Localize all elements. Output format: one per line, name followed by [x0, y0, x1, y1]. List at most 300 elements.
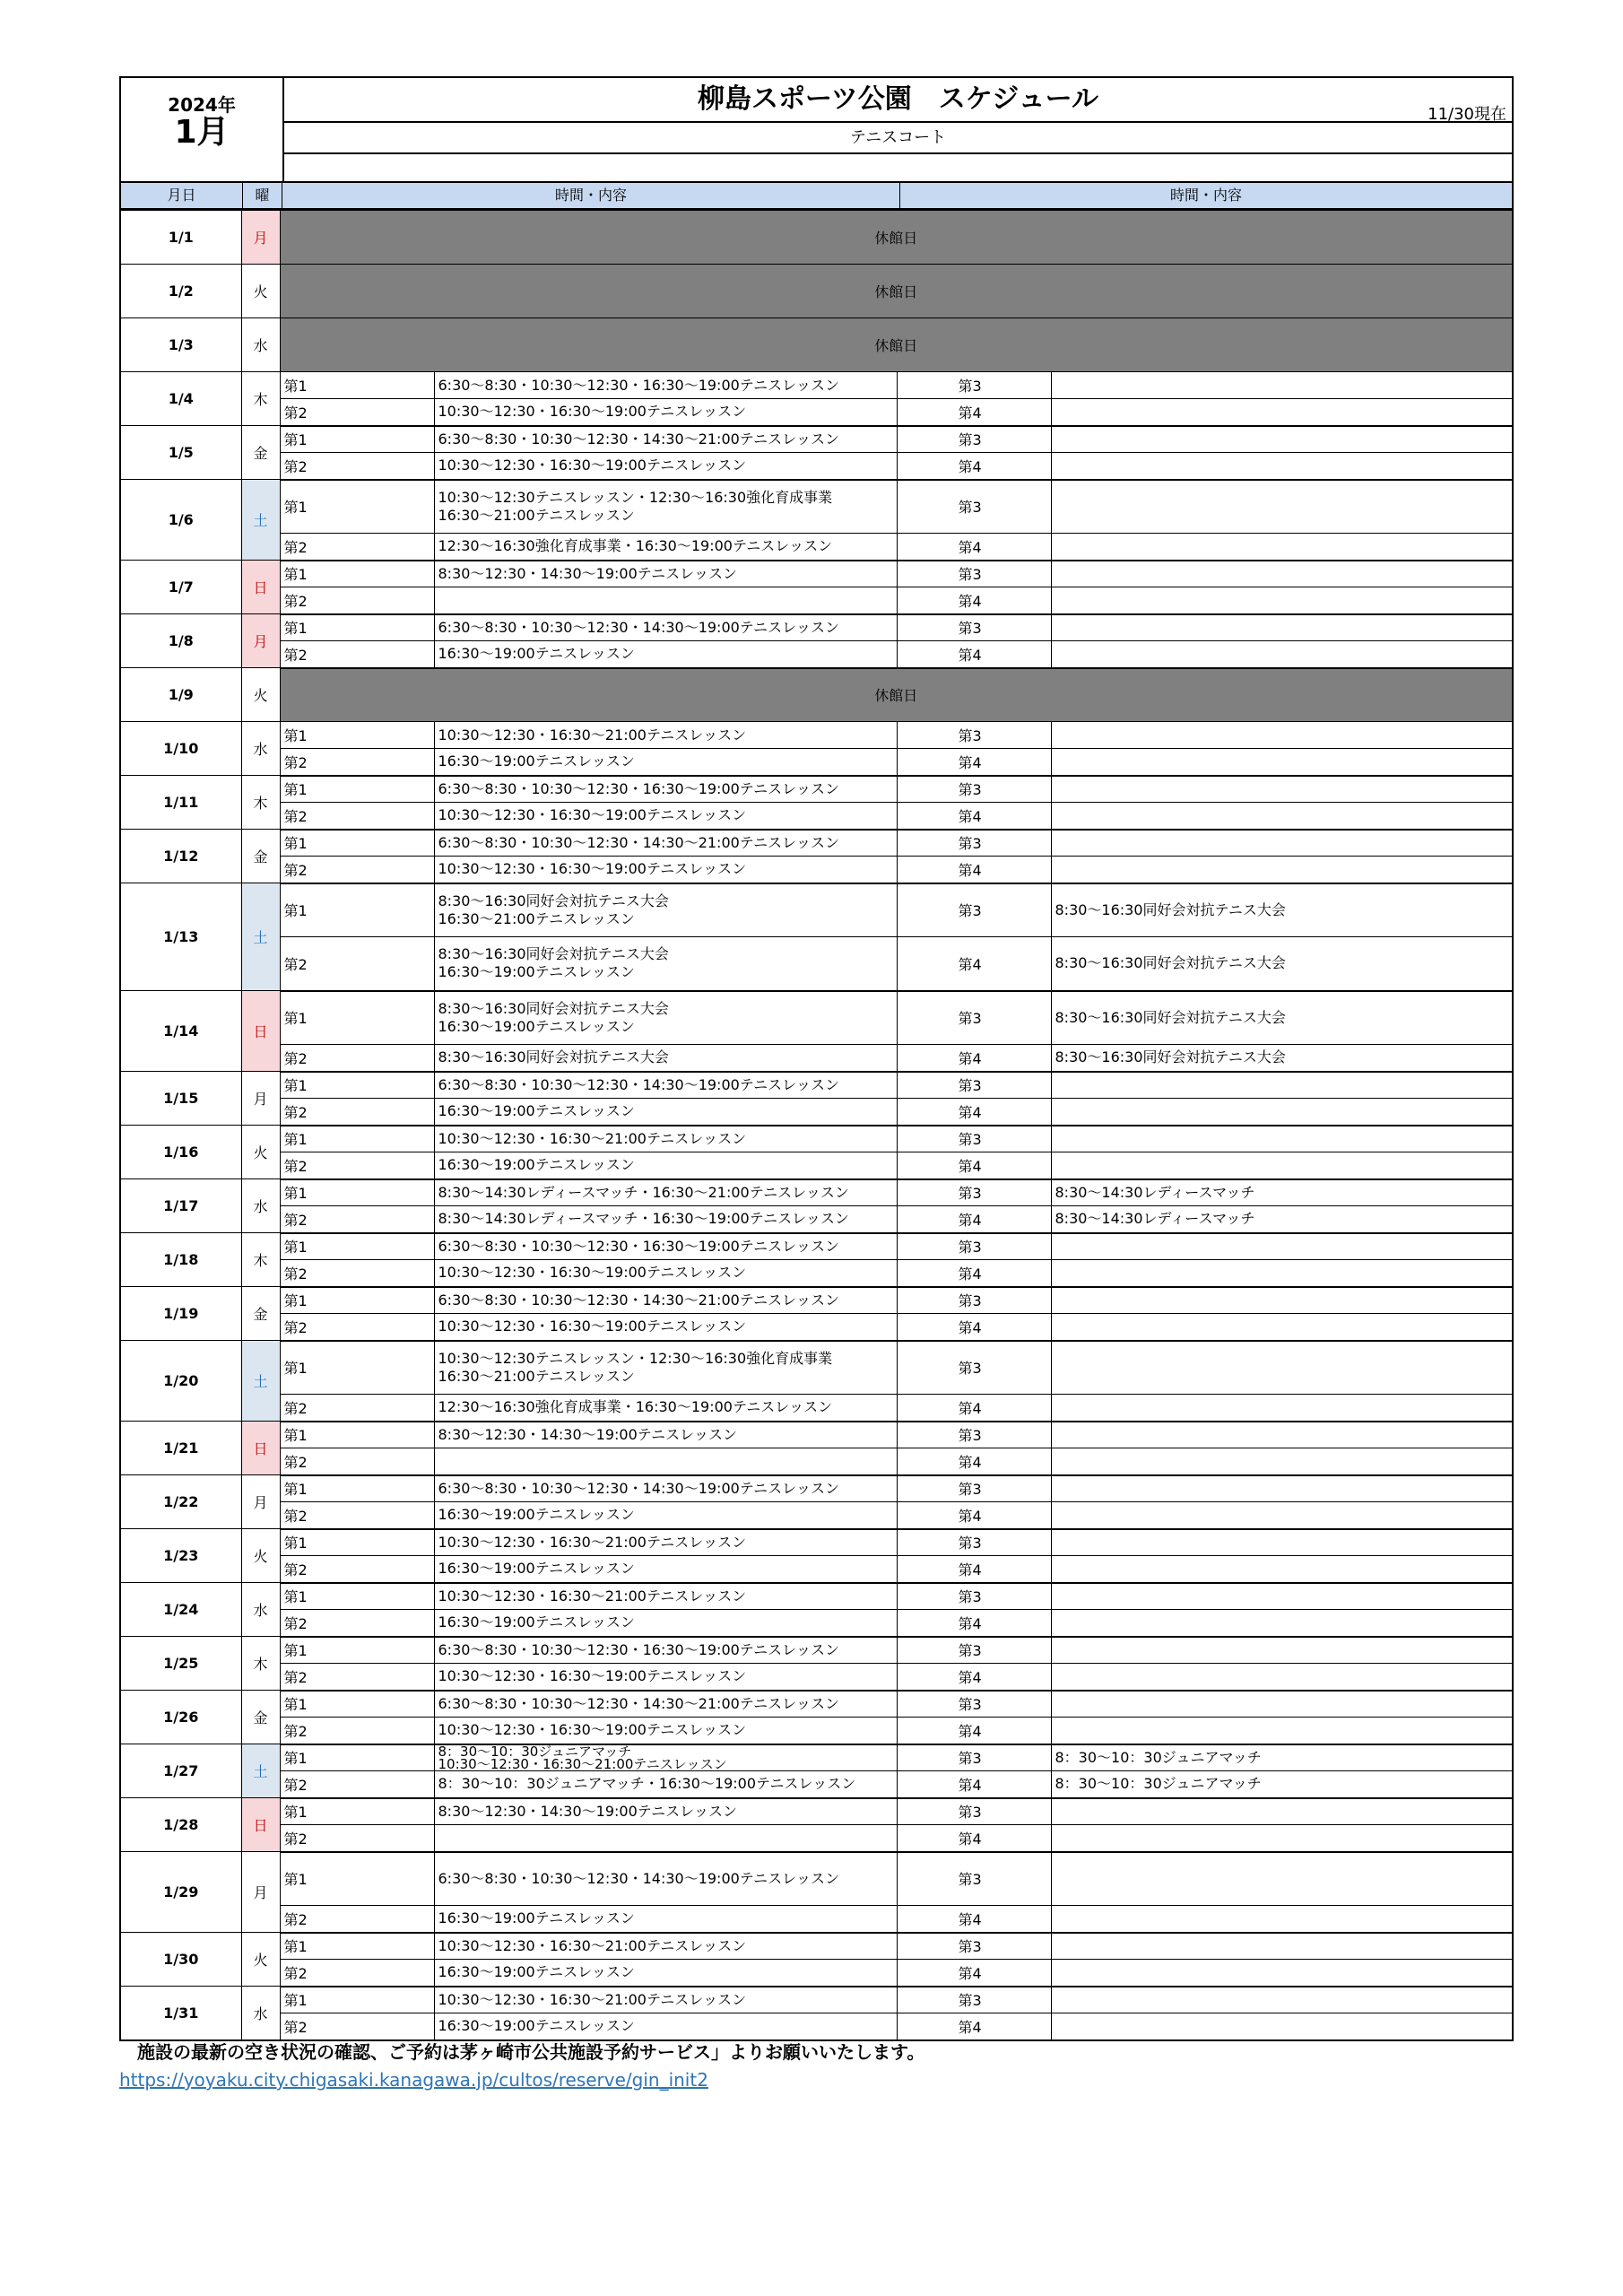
court-schedule: 8:30〜14:30レディースマッチ・16:30〜19:00テニスレッスン: [434, 1206, 897, 1233]
court-schedule: 16:30〜19:00テニスレッスン: [434, 1556, 897, 1583]
court-label: 第2: [280, 1825, 434, 1852]
court-schedule: 8：30〜10：30ジュニアマッチ: [1051, 1744, 1513, 1771]
court-label: 第4: [897, 803, 1051, 830]
weekday-cell: 金: [241, 830, 280, 883]
court-label: 第3: [897, 1179, 1051, 1206]
table-row: [120, 1287, 1513, 1314]
year-label: 2024年: [168, 94, 236, 116]
court-label: 第2: [280, 749, 434, 776]
court-schedule: 10:30〜12:30テニスレッスン・12:30〜16:30強化育成事業 16:30〜21:00テニスレッスン: [434, 480, 897, 534]
court-label: 第4: [897, 1906, 1051, 1933]
date-cell: 1/25: [120, 1637, 241, 1691]
table-row: [120, 1906, 1513, 1933]
court-label: 第4: [897, 937, 1051, 991]
table-row: [120, 1771, 1513, 1798]
court-label: 第3: [897, 1798, 1051, 1825]
court-schedule: 8:30〜12:30・14:30〜19:00テニスレッスン: [434, 1422, 897, 1448]
court-schedule: [1051, 1718, 1513, 1744]
court-schedule: [1051, 1072, 1513, 1099]
court-schedule: [1051, 1852, 1513, 1906]
court-label: 第3: [897, 1744, 1051, 1771]
date-cell: 1/7: [120, 561, 241, 614]
court-schedule: 10:30〜12:30・16:30〜21:00テニスレッスン: [434, 1529, 897, 1556]
court-label: 第3: [897, 722, 1051, 749]
table-row: [120, 1529, 1513, 1556]
court-schedule: [1051, 1099, 1513, 1126]
court-label: 第3: [897, 1637, 1051, 1664]
table-row: [120, 2013, 1513, 2040]
court-schedule: 10:30〜12:30・16:30〜21:00テニスレッスン: [434, 1126, 897, 1152]
court-label: 第2: [280, 1610, 434, 1637]
table-row: [120, 1637, 1513, 1664]
court-schedule: [1051, 1529, 1513, 1556]
court-label: 第1: [280, 1529, 434, 1556]
court-label: 第3: [897, 1583, 1051, 1610]
court-schedule: [1051, 1502, 1513, 1529]
table-row: [120, 1260, 1513, 1287]
court-schedule: 6:30〜8:30・10:30〜12:30・14:30〜21:00テニスレッスン: [434, 426, 897, 453]
table-row: [120, 1099, 1513, 1126]
weekday-cell: 土: [241, 883, 280, 991]
court-schedule: 16:30〜19:00テニスレッスン: [434, 1502, 897, 1529]
court-label: 第4: [897, 857, 1051, 883]
court-schedule: 12:30〜16:30強化育成事業・16:30〜19:00テニスレッスン: [434, 1395, 897, 1422]
court-label: 第2: [280, 1448, 434, 1475]
table-row: [120, 857, 1513, 883]
court-schedule: 8：30〜10：30ジュニアマッチ 10:30〜12:30・16:30〜21:00テニスレッスン: [434, 1744, 897, 1771]
court-label: 第3: [897, 1287, 1051, 1314]
court-schedule: 6:30〜8:30・10:30〜12:30・16:30〜19:00テニスレッスン: [434, 1637, 897, 1664]
court-label: 第4: [897, 1960, 1051, 1987]
court-schedule: [1051, 2013, 1513, 2040]
court-schedule: 8:30〜14:30レディースマッチ・16:30〜21:00テニスレッスン: [434, 1179, 897, 1206]
closed-cell: 休館日: [280, 668, 1513, 722]
court-label: 第1: [280, 1744, 434, 1771]
court-label: 第1: [280, 1233, 434, 1260]
table-row: [120, 803, 1513, 830]
court-schedule: [1051, 1448, 1513, 1475]
table-row: [120, 1852, 1513, 1906]
court-schedule: 10:30〜12:30・16:30〜21:00テニスレッスン: [434, 1987, 897, 2013]
court-schedule: 10:30〜12:30・16:30〜21:00テニスレッスン: [434, 1583, 897, 1610]
court-schedule: [1051, 1475, 1513, 1502]
reservation-link[interactable]: https://yoyaku.city.chigasaki.kanagawa.jp/cultos/reserve/gin_init2: [119, 2069, 708, 2091]
closed-cell: 休館日: [280, 211, 1513, 265]
court-schedule: 8:30〜16:30同好会対抗テニス大会: [1051, 937, 1513, 991]
table-row: [120, 1718, 1513, 1744]
weekday-cell: 火: [241, 1529, 280, 1583]
court-schedule: 8:30〜16:30同好会対抗テニス大会: [1051, 883, 1513, 937]
month-label: 1月: [174, 114, 230, 151]
court-schedule: 8:30〜12:30・14:30〜19:00テニスレッスン: [434, 561, 897, 587]
weekday-cell: 日: [241, 1422, 280, 1475]
year-month-box: [121, 78, 284, 181]
court-label: 第1: [280, 561, 434, 587]
court-schedule: 8:30〜16:30同好会対抗テニス大会: [1051, 1045, 1513, 1072]
table-row: [120, 830, 1513, 857]
court-label: 第1: [280, 883, 434, 937]
court-label: 第1: [280, 1691, 434, 1718]
court-label: 第1: [280, 1179, 434, 1206]
court-schedule: [434, 1448, 897, 1475]
court-schedule: [1051, 1960, 1513, 1987]
table-row: [120, 614, 1513, 641]
court-label: 第4: [897, 2013, 1051, 2040]
column-courts-3-4: 時間・内容: [1169, 187, 1242, 204]
court-schedule: [1051, 1933, 1513, 1960]
court-label: 第1: [280, 1852, 434, 1906]
table-row: [120, 1179, 1513, 1206]
weekday-cell: 火: [241, 1933, 280, 1987]
weekday-cell: 木: [241, 372, 280, 426]
date-cell: 1/13: [120, 883, 241, 991]
weekday-cell: 金: [241, 426, 280, 480]
court-schedule: [1051, 1422, 1513, 1448]
weekday-cell: 金: [241, 1691, 280, 1744]
weekday-cell: 月: [241, 211, 280, 265]
court-label: 第3: [897, 372, 1051, 399]
table-row: [120, 937, 1513, 991]
weekday-cell: 火: [241, 1126, 280, 1179]
court-schedule: [1051, 1126, 1513, 1152]
court-schedule: 10:30〜12:30・16:30〜19:00テニスレッスン: [434, 857, 897, 883]
date-cell: 1/22: [120, 1475, 241, 1529]
court-label: 第2: [280, 399, 434, 426]
court-schedule: 16:30〜19:00テニスレッスン: [434, 641, 897, 668]
court-label: 第2: [280, 534, 434, 561]
date-cell: 1/18: [120, 1233, 241, 1287]
court-label: 第3: [897, 561, 1051, 587]
table-row: [120, 587, 1513, 614]
table-row: [120, 211, 1513, 265]
court-schedule: 8:30〜14:30レディースマッチ: [1051, 1206, 1513, 1233]
court-schedule: 16:30〜19:00テニスレッスン: [434, 1906, 897, 1933]
weekday-cell: 木: [241, 776, 280, 830]
court-schedule: [1051, 1987, 1513, 2013]
date-cell: 1/17: [120, 1179, 241, 1233]
court-schedule: [1051, 857, 1513, 883]
table-row: [120, 641, 1513, 668]
court-label: 第4: [897, 1771, 1051, 1798]
court-label: 第3: [897, 991, 1051, 1045]
court-label: 第1: [280, 991, 434, 1045]
court-label: 第1: [280, 1072, 434, 1099]
court-label: 第1: [280, 1583, 434, 1610]
table-row: [120, 372, 1513, 399]
court-label: 第2: [280, 641, 434, 668]
court-schedule: 16:30〜19:00テニスレッスン: [434, 1610, 897, 1637]
court-schedule: [1051, 830, 1513, 857]
court-schedule: 16:30〜19:00テニスレッスン: [434, 1960, 897, 1987]
court-label: 第3: [897, 1475, 1051, 1502]
court-schedule: 6:30〜8:30・10:30〜12:30・14:30〜21:00テニスレッスン: [434, 830, 897, 857]
weekday-cell: 水: [241, 722, 280, 776]
date-cell: 1/24: [120, 1583, 241, 1637]
court-label: 第3: [897, 883, 1051, 937]
weekday-cell: 日: [241, 991, 280, 1072]
date-cell: 1/12: [120, 830, 241, 883]
court-label: 第2: [280, 1099, 434, 1126]
court-label: 第2: [280, 1152, 434, 1179]
court-schedule: 16:30〜19:00テニスレッスン: [434, 749, 897, 776]
court-label: 第2: [280, 1664, 434, 1691]
court-schedule: [1051, 1395, 1513, 1422]
court-schedule: [1051, 776, 1513, 803]
schedule-table: [119, 210, 1514, 2041]
court-label: 第2: [280, 1556, 434, 1583]
court-schedule: 6:30〜8:30・10:30〜12:30・14:30〜19:00テニスレッスン: [434, 614, 897, 641]
court-schedule: 6:30〜8:30・10:30〜12:30・14:30〜19:00テニスレッスン: [434, 1475, 897, 1502]
weekday-cell: 火: [241, 668, 280, 722]
court-schedule: 8:30〜16:30同好会対抗テニス大会: [1051, 991, 1513, 1045]
table-row: [120, 1664, 1513, 1691]
weekday-cell: 土: [241, 1341, 280, 1422]
court-schedule: [1051, 1152, 1513, 1179]
table-row: [120, 1987, 1513, 2013]
table-row: [120, 399, 1513, 426]
court-schedule: [1051, 561, 1513, 587]
court-schedule: 6:30〜8:30・10:30〜12:30・16:30〜19:00テニスレッスン: [434, 1233, 897, 1260]
court-schedule: 10:30〜12:30・16:30〜19:00テニスレッスン: [434, 803, 897, 830]
table-row: [120, 1610, 1513, 1637]
court-schedule: 8：30〜10：30ジュニアマッチ・16:30〜19:00テニスレッスン: [434, 1771, 897, 1798]
date-cell: 1/19: [120, 1287, 241, 1341]
court-label: 第2: [280, 1395, 434, 1422]
date-cell: 1/2: [120, 265, 241, 318]
court-label: 第4: [897, 1610, 1051, 1637]
table-row: [120, 991, 1513, 1045]
weekday-cell: 水: [241, 1583, 280, 1637]
date-cell: 1/5: [120, 426, 241, 480]
court-label: 第1: [280, 1637, 434, 1664]
court-label: 第4: [897, 749, 1051, 776]
court-schedule: 10:30〜12:30・16:30〜21:00テニスレッスン: [434, 722, 897, 749]
table-row: [120, 1933, 1513, 1960]
column-dow: 曜: [243, 183, 282, 208]
weekday-cell: 木: [241, 1233, 280, 1287]
table-row: [120, 453, 1513, 480]
date-cell: 1/26: [120, 1691, 241, 1744]
court-label: 第3: [897, 1529, 1051, 1556]
table-row: [120, 1152, 1513, 1179]
court-label: 第3: [897, 1422, 1051, 1448]
court-label: 第4: [897, 1314, 1051, 1341]
court-schedule: [1051, 426, 1513, 453]
court-label: 第4: [897, 641, 1051, 668]
court-schedule: 8:30〜12:30・14:30〜19:00テニスレッスン: [434, 1798, 897, 1825]
court-label: 第2: [280, 587, 434, 614]
table-row: [120, 749, 1513, 776]
court-label: 第1: [280, 372, 434, 399]
court-label: 第4: [897, 1260, 1051, 1287]
court-label: 第2: [280, 1502, 434, 1529]
table-row: [120, 1556, 1513, 1583]
court-schedule: 10:30〜12:30・16:30〜19:00テニスレッスン: [434, 453, 897, 480]
court-label: 第3: [897, 1341, 1051, 1395]
table-row: [120, 426, 1513, 453]
court-schedule: 8:30〜16:30同好会対抗テニス大会 16:30〜19:00テニスレッスン: [434, 991, 897, 1045]
weekday-cell: 火: [241, 265, 280, 318]
date-cell: 1/27: [120, 1744, 241, 1798]
court-label: 第1: [280, 1341, 434, 1395]
column-header: [119, 181, 1514, 210]
column-date: 月日: [121, 183, 243, 208]
table-row: [120, 883, 1513, 937]
court-schedule: [1051, 1664, 1513, 1691]
court-label: 第4: [897, 1395, 1051, 1422]
court-label: 第4: [897, 1152, 1051, 1179]
table-row: [120, 1126, 1513, 1152]
court-label: 第2: [280, 937, 434, 991]
date-cell: 1/29: [120, 1852, 241, 1933]
court-schedule: [1051, 803, 1513, 830]
court-schedule: 10:30〜12:30・16:30〜19:00テニスレッスン: [434, 399, 897, 426]
court-schedule: [1051, 587, 1513, 614]
weekday-cell: 土: [241, 480, 280, 561]
court-label: 第1: [280, 1798, 434, 1825]
weekday-cell: 日: [241, 1798, 280, 1852]
date-cell: 1/1: [120, 211, 241, 265]
table-row: [120, 668, 1513, 722]
court-label: 第1: [280, 614, 434, 641]
table-row: [120, 318, 1513, 372]
weekday-cell: 木: [241, 1637, 280, 1691]
court-label: 第3: [897, 1987, 1051, 2013]
court-label: 第2: [280, 803, 434, 830]
schedule-sheet: [119, 76, 1514, 2041]
court-schedule: 6:30〜8:30・10:30〜12:30・14:30〜21:00テニスレッスン: [434, 1287, 897, 1314]
page-title: 柳島スポーツ公園 スケジュール: [284, 78, 1512, 123]
column-courts-1-2: 時間・内容: [282, 183, 900, 208]
table-row: [120, 1825, 1513, 1852]
court-label: 第3: [897, 830, 1051, 857]
court-label: 第2: [280, 1960, 434, 1987]
date-cell: 1/11: [120, 776, 241, 830]
table-row: [120, 1691, 1513, 1718]
weekday-cell: 月: [241, 1852, 280, 1933]
table-row: [120, 480, 1513, 534]
table-row: [120, 534, 1513, 561]
court-schedule: 8:30〜16:30同好会対抗テニス大会 16:30〜19:00テニスレッスン: [434, 937, 897, 991]
court-schedule: 6:30〜8:30・10:30〜12:30・16:30〜19:00テニスレッスン: [434, 372, 897, 399]
table-row: [120, 776, 1513, 803]
date-cell: 1/31: [120, 1987, 241, 2040]
court-label: 第1: [280, 480, 434, 534]
court-label: 第3: [897, 480, 1051, 534]
court-label: 第3: [897, 1691, 1051, 1718]
closed-cell: 休館日: [280, 318, 1513, 372]
court-schedule: [1051, 1825, 1513, 1852]
court-schedule: [1051, 534, 1513, 561]
court-label: 第4: [897, 399, 1051, 426]
court-schedule: 16:30〜19:00テニスレッスン: [434, 1099, 897, 1126]
court-schedule: 8:30〜16:30同好会対抗テニス大会 16:30〜21:00テニスレッスン: [434, 883, 897, 937]
closed-cell: 休館日: [280, 265, 1513, 318]
table-row: [120, 1798, 1513, 1825]
court-label: 第1: [280, 830, 434, 857]
court-schedule: 8:30〜16:30同好会対抗テニス大会: [434, 1045, 897, 1072]
court-label: 第2: [280, 2013, 434, 2040]
court-label: 第2: [280, 1906, 434, 1933]
court-label: 第2: [280, 1045, 434, 1072]
date-cell: 1/20: [120, 1341, 241, 1422]
table-row: [120, 1072, 1513, 1099]
date-cell: 1/30: [120, 1933, 241, 1987]
table-row: [120, 1960, 1513, 1987]
court-label: 第3: [897, 776, 1051, 803]
court-schedule: 10:30〜12:30・16:30〜19:00テニスレッスン: [434, 1314, 897, 1341]
court-schedule: [1051, 641, 1513, 668]
date-cell: 1/6: [120, 480, 241, 561]
date-cell: 1/3: [120, 318, 241, 372]
court-label: 第2: [280, 1206, 434, 1233]
footer: [119, 2038, 1514, 2091]
date-cell: 1/15: [120, 1072, 241, 1126]
court-label: 第1: [280, 1933, 434, 1960]
court-label: 第4: [897, 1045, 1051, 1072]
court-schedule: 12:30〜16:30強化育成事業・16:30〜19:00テニスレッスン: [434, 534, 897, 561]
court-schedule: 8:30〜14:30レディースマッチ: [1051, 1179, 1513, 1206]
court-label: 第3: [897, 1072, 1051, 1099]
court-label: 第2: [280, 1314, 434, 1341]
court-label: 第4: [897, 1448, 1051, 1475]
court-label: 第1: [280, 722, 434, 749]
date-cell: 1/10: [120, 722, 241, 776]
court-schedule: 10:30〜12:30・16:30〜19:00テニスレッスン: [434, 1718, 897, 1744]
court-label: 第3: [897, 1233, 1051, 1260]
table-row: [120, 561, 1513, 587]
date-cell: 1/23: [120, 1529, 241, 1583]
court-schedule: 8：30〜10：30ジュニアマッチ: [1051, 1771, 1513, 1798]
date-cell: 1/21: [120, 1422, 241, 1475]
court-schedule: [1051, 1583, 1513, 1610]
court-label: 第4: [897, 1502, 1051, 1529]
table-row: [120, 1233, 1513, 1260]
court-schedule: [1051, 480, 1513, 534]
court-schedule: [1051, 1233, 1513, 1260]
court-schedule: 10:30〜12:30テニスレッスン・12:30〜16:30強化育成事業 16:30〜21:00テニスレッスン: [434, 1341, 897, 1395]
court-schedule: [1051, 1691, 1513, 1718]
facility-name: テニスコート: [284, 123, 1512, 154]
court-schedule: [1051, 749, 1513, 776]
court-schedule: 6:30〜8:30・10:30〜12:30・16:30〜19:00テニスレッスン: [434, 776, 897, 803]
court-schedule: [1051, 1906, 1513, 1933]
court-schedule: 6:30〜8:30・10:30〜12:30・14:30〜19:00テニスレッスン: [434, 1072, 897, 1099]
weekday-cell: 日: [241, 561, 280, 614]
footer-note: 施設の最新の空き状況の確認、ご予約は茅ヶ崎市公共施設予約サービス」よりお願いいたします。: [137, 2041, 925, 2063]
court-label: 第2: [280, 857, 434, 883]
court-schedule: [434, 1825, 897, 1852]
court-label: 第1: [280, 1987, 434, 2013]
table-row: [120, 1422, 1513, 1448]
court-label: 第4: [897, 453, 1051, 480]
table-row: [120, 1502, 1513, 1529]
as-of-date: 11/30現在: [1428, 105, 1506, 124]
court-schedule: 6:30〜8:30・10:30〜12:30・14:30〜19:00テニスレッスン: [434, 1852, 897, 1906]
weekday-cell: 月: [241, 1072, 280, 1126]
court-label: 第1: [280, 1475, 434, 1502]
date-cell: 1/9: [120, 668, 241, 722]
table-row: [120, 1314, 1513, 1341]
court-schedule: [1051, 722, 1513, 749]
court-schedule: 16:30〜19:00テニスレッスン: [434, 1152, 897, 1179]
court-label: 第3: [897, 1126, 1051, 1152]
court-label: 第2: [280, 1771, 434, 1798]
court-schedule: [1051, 399, 1513, 426]
date-cell: 1/16: [120, 1126, 241, 1179]
table-row: [120, 1475, 1513, 1502]
table-row: [120, 1583, 1513, 1610]
